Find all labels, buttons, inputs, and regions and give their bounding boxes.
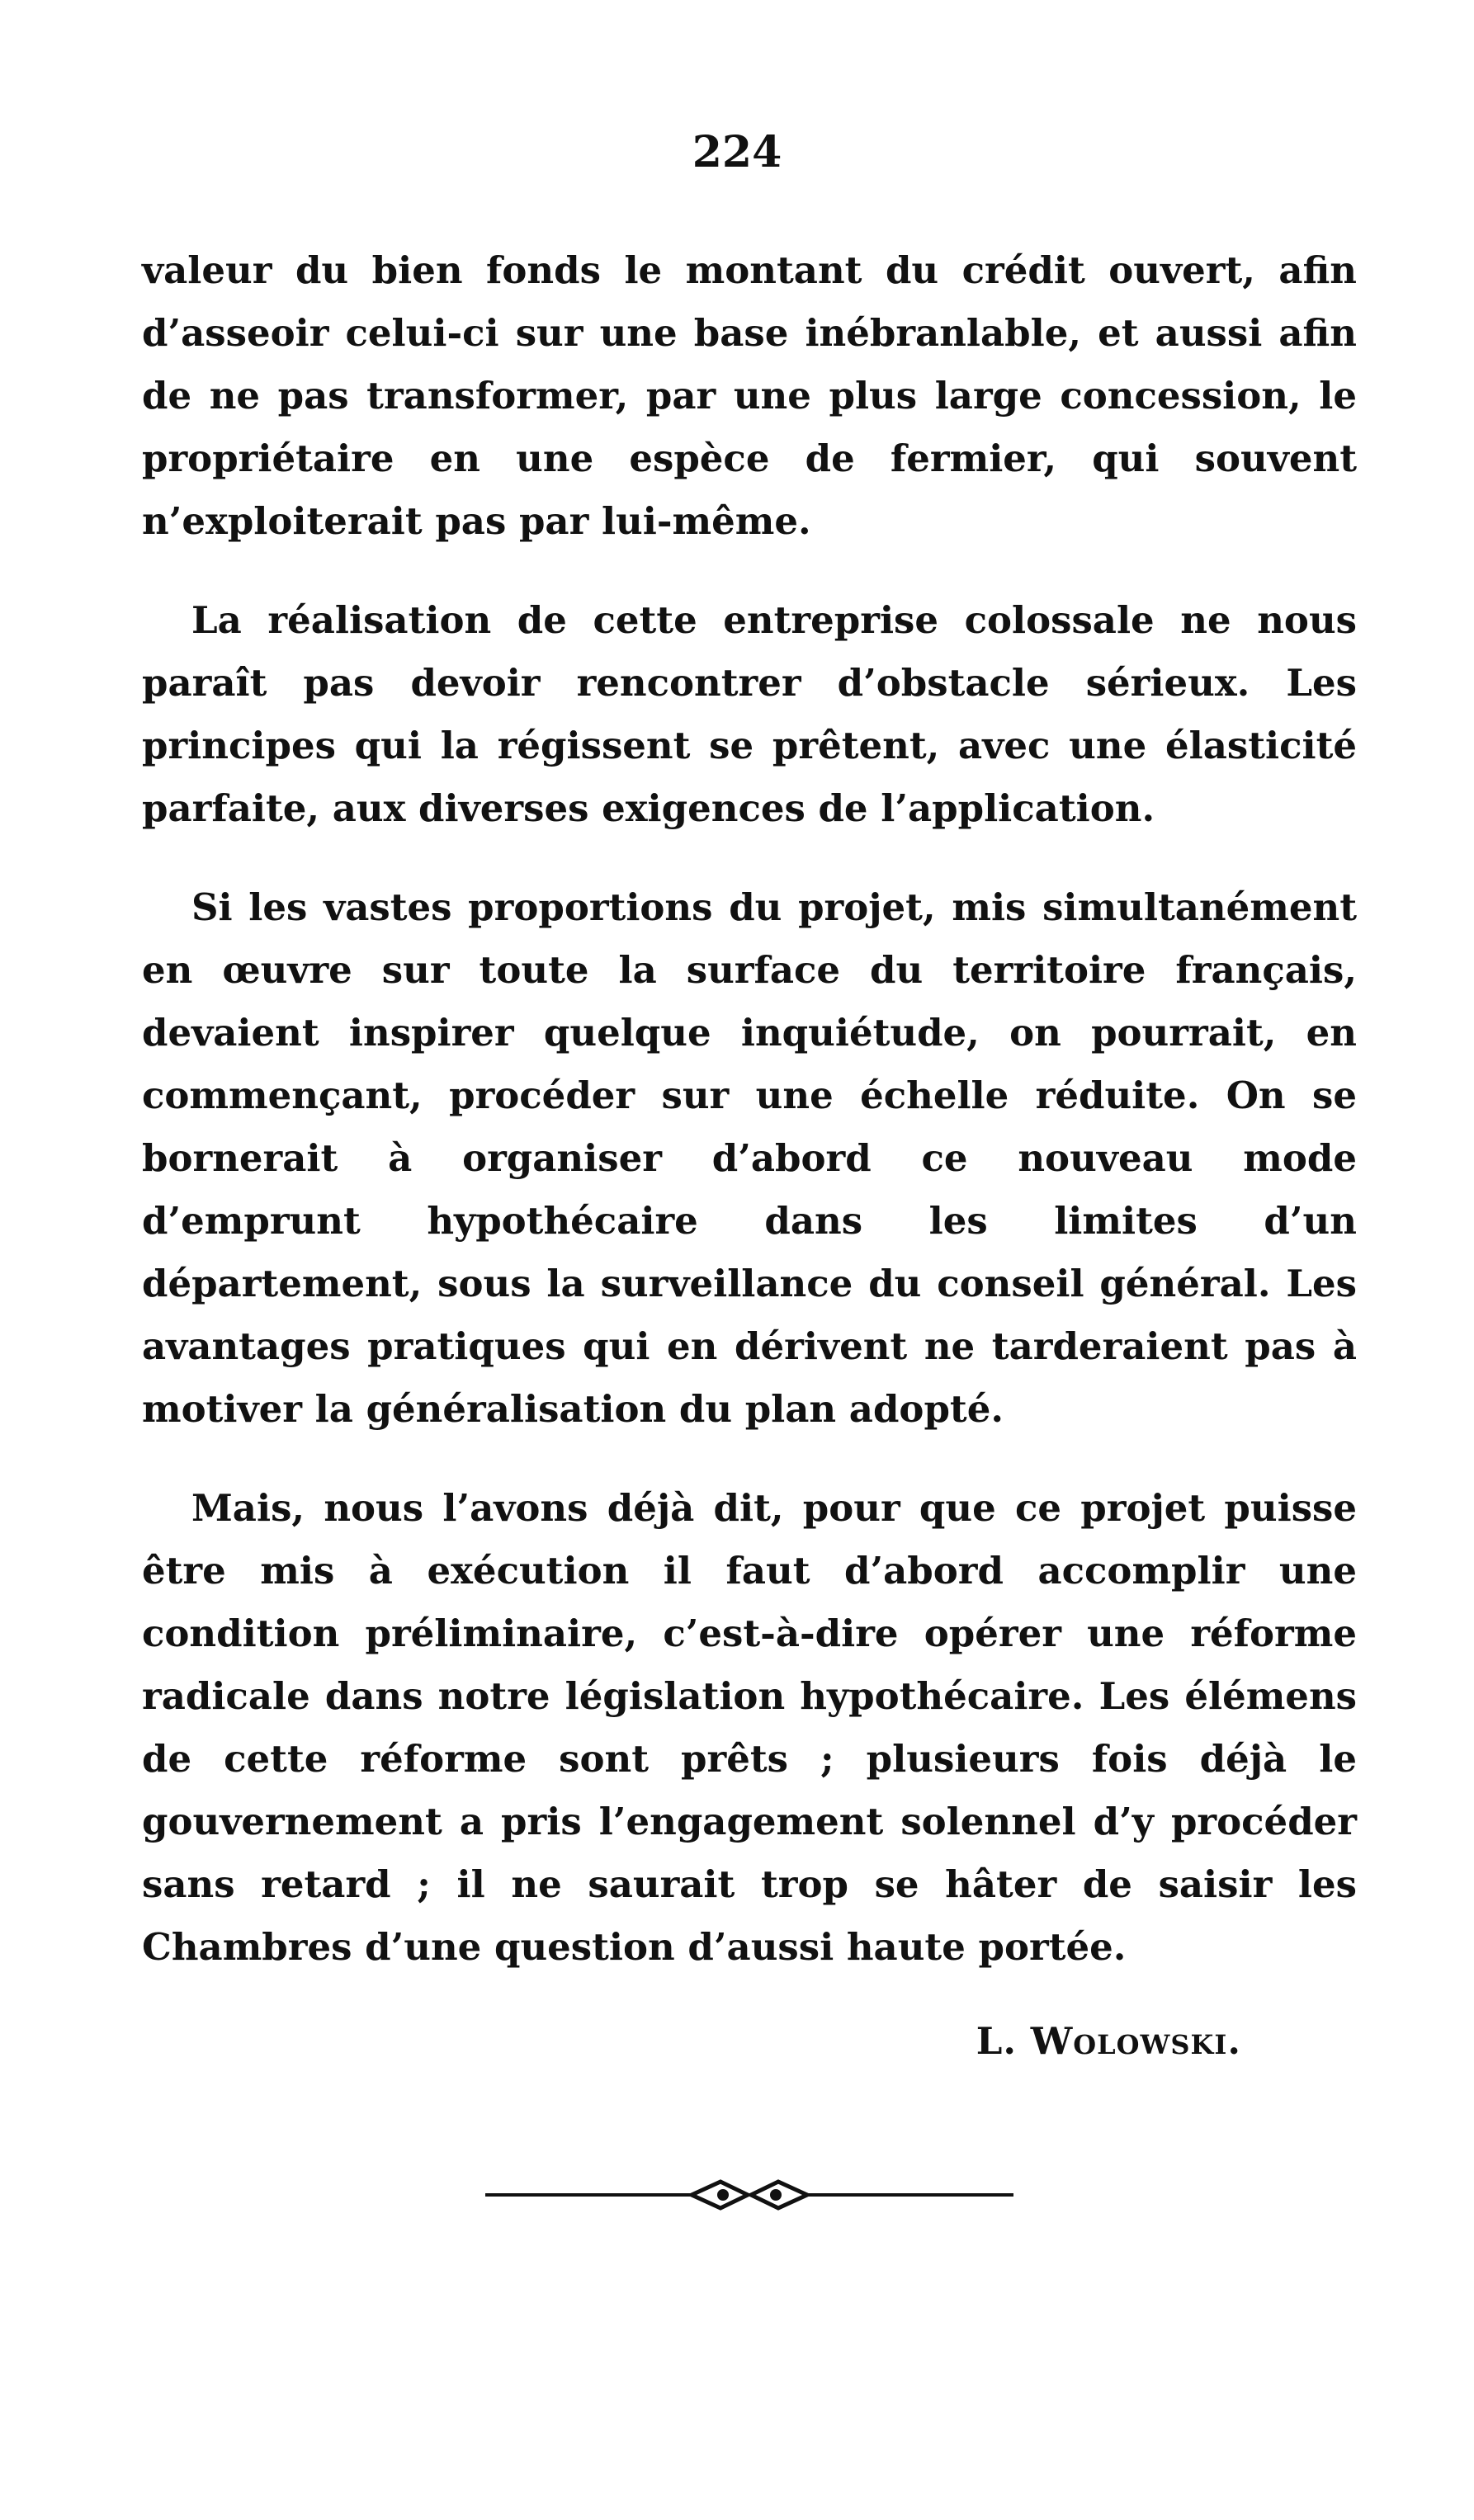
page-number: 224 [692,127,782,177]
body-text [142,239,1357,2073]
paragraph-2: La réalisation de cette entreprise colossale ne nous paraît pas devoir rencontrer d’obstacle sérieux. Les principes qui la régissent se prêtent, avec une élasticité parfaite, aux diverses exigences de l’application. [142,598,1357,830]
author-signature: L. Wolowski. [976,2019,1241,2063]
paragraph-3: Si les vastes proportions du projet, mis simultanément en œuvre sur toute la surface du territoire français, devaient inspirer quelque inquiétude, on pourrait, en commençant, procéder sur une échelle réduite. On se bornerait à organiser d’abord ce nouveau mode d’emprunt hypothécaire dans les limites d’un département, sous la surveillance du conseil général. Les avantages pratiques qui en dérivent ne tarderaient pas à motiver la généralisation du plan adopté. [142,885,1357,1431]
double-diamond-rule-ornament-icon [485,2178,1013,2211]
paragraph-4: Mais, nous l’avons déjà dit, pour que ce projet puisse être mis à exécution il faut d’abord accomplir une condition préliminaire, c’est-à-dire opérer une réforme radicale dans notre législation hypothécaire. Les élémens de cette réforme sont prêts ; plusieurs fois déjà le gouvernement a pris l’engagement solennel d’y procéder sans retard ; il ne saurait trop se hâter de saisir les Chambres d’une question d’aussi haute portée. [142,1486,1357,1969]
paragraph-1: valeur du bien fonds le montant du crédit ouvert, afin d’asseoir celui-ci sur une base inébranlable, et aussi afin de ne pas transformer, par une plus large concession, le propriétaire en une espèce de fermier, qui souvent n’exploiterait pas par lui-même. [142,248,1357,543]
